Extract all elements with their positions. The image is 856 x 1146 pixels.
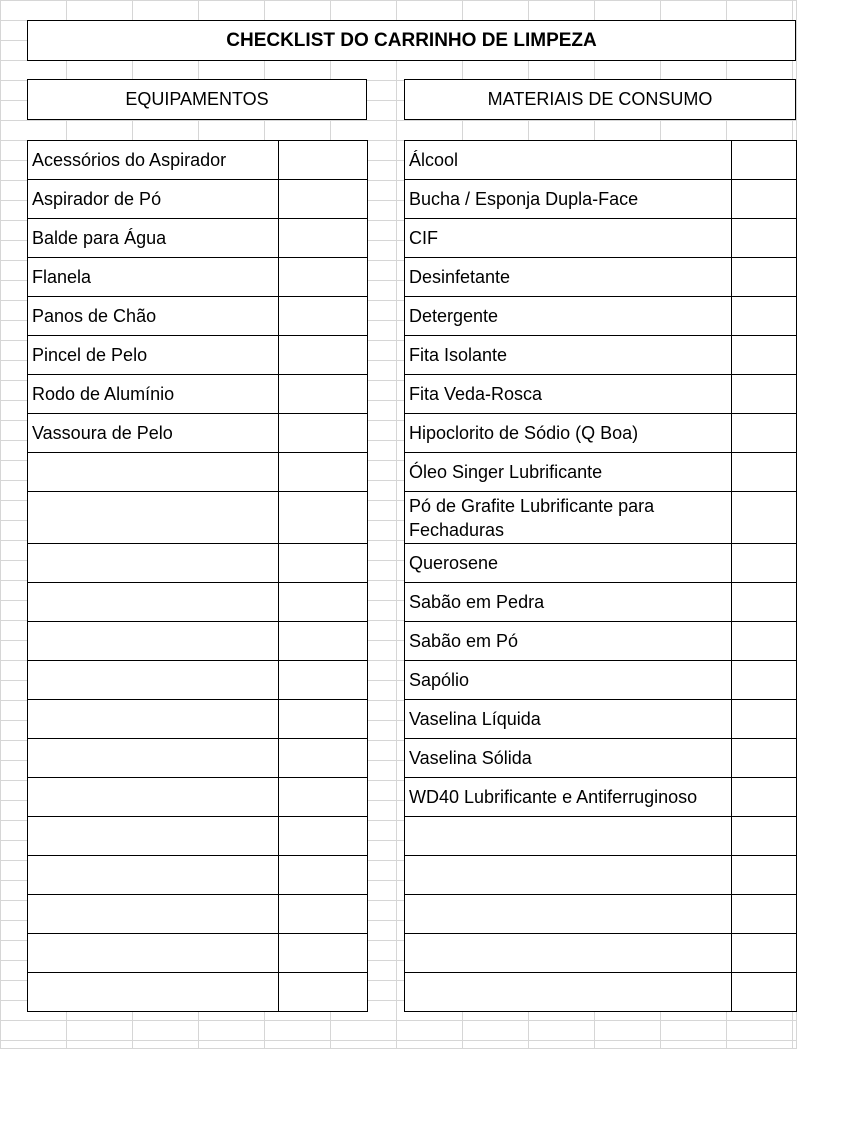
materiais-row <box>405 297 797 336</box>
materiais-item-cell[interactable]: Bucha / Esponja Dupla-Face <box>405 180 732 219</box>
materiais-item-cell[interactable]: Hipoclorito de Sódio (Q Boa) <box>405 414 732 453</box>
equipamentos-row <box>28 583 368 622</box>
equipamentos-item-cell[interactable]: Acessórios do Aspirador <box>28 141 279 180</box>
materiais-item-cell[interactable] <box>405 934 732 973</box>
materiais-check-cell[interactable] <box>732 180 797 219</box>
equipamentos-check-cell[interactable] <box>279 817 368 856</box>
equipamentos-item-cell[interactable] <box>28 453 279 492</box>
materiais-row <box>405 700 797 739</box>
materiais-row <box>405 622 797 661</box>
materiais-item-cell[interactable]: Álcool <box>405 141 732 180</box>
equipamentos-item-cell[interactable] <box>28 583 279 622</box>
equipamentos-item-cell[interactable] <box>28 973 279 1012</box>
equipamentos-check-cell[interactable] <box>279 700 368 739</box>
equipamentos-check-cell[interactable] <box>279 219 368 258</box>
materiais-item-cell[interactable]: Óleo Singer Lubrificante <box>405 453 732 492</box>
materiais-check-cell[interactable] <box>732 739 797 778</box>
equipamentos-item-cell[interactable] <box>28 661 279 700</box>
materiais-item-cell[interactable]: Fita Isolante <box>405 336 732 375</box>
materiais-check-cell[interactable] <box>732 622 797 661</box>
materiais-check-cell[interactable] <box>732 544 797 583</box>
equipamentos-check-cell[interactable] <box>279 895 368 934</box>
materiais-item-cell[interactable]: CIF <box>405 219 732 258</box>
materiais-row <box>405 895 797 934</box>
equipamentos-item-cell[interactable] <box>28 856 279 895</box>
equipamentos-item-cell[interactable]: Pincel de Pelo <box>28 336 279 375</box>
materiais-check-cell[interactable] <box>732 895 797 934</box>
materiais-row <box>405 661 797 700</box>
equipamentos-check-cell[interactable] <box>279 492 368 544</box>
materiais-row <box>405 180 797 219</box>
materiais-row <box>405 375 797 414</box>
equipamentos-check-cell[interactable] <box>279 934 368 973</box>
materiais-check-cell[interactable] <box>732 856 797 895</box>
materiais-check-cell[interactable] <box>732 414 797 453</box>
materiais-row <box>405 219 797 258</box>
equipamentos-check-cell[interactable] <box>279 583 368 622</box>
materiais-item-cell[interactable]: Sabão em Pedra <box>405 583 732 622</box>
materiais-row <box>405 739 797 778</box>
equipamentos-row <box>28 219 368 258</box>
equipamentos-row <box>28 453 368 492</box>
materiais-item-cell[interactable]: Vaselina Líquida <box>405 700 732 739</box>
materiais-item-cell[interactable]: WD40 Lubrificante e Antiferruginoso <box>405 778 732 817</box>
materiais-item-cell[interactable]: Querosene <box>405 544 732 583</box>
equipamentos-item-cell[interactable]: Balde para Água <box>28 219 279 258</box>
materiais-check-cell[interactable] <box>732 258 797 297</box>
materiais-row <box>405 141 797 180</box>
equipamentos-table <box>27 140 368 1012</box>
materiais-row <box>405 544 797 583</box>
equipamentos-check-cell[interactable] <box>279 180 368 219</box>
equipamentos-row <box>28 973 368 1012</box>
materiais-check-cell[interactable] <box>732 661 797 700</box>
equipamentos-row <box>28 817 368 856</box>
materiais-item-cell[interactable]: Desinfetante <box>405 258 732 297</box>
materiais-row <box>405 973 797 1012</box>
materiais-item-cell[interactable]: Detergente <box>405 297 732 336</box>
equipamentos-item-cell[interactable]: Flanela <box>28 258 279 297</box>
materiais-item-cell[interactable] <box>405 973 732 1012</box>
equipamentos-item-cell[interactable] <box>28 739 279 778</box>
materiais-check-cell[interactable] <box>732 700 797 739</box>
materiais-row <box>405 453 797 492</box>
equipamentos-item-cell[interactable]: Panos de Chão <box>28 297 279 336</box>
page-title: CHECKLIST DO CARRINHO DE LIMPEZA <box>27 20 796 61</box>
materiais-check-cell[interactable] <box>732 219 797 258</box>
equipamentos-item-cell[interactable] <box>28 544 279 583</box>
equipamentos-row <box>28 895 368 934</box>
equipamentos-row <box>28 492 368 544</box>
materiais-item-cell[interactable] <box>405 856 732 895</box>
materiais-check-cell[interactable] <box>732 141 797 180</box>
equipamentos-check-cell[interactable] <box>279 973 368 1012</box>
materiais-check-cell[interactable] <box>732 492 797 544</box>
equipamentos-row <box>28 622 368 661</box>
equipamentos-item-cell[interactable] <box>28 778 279 817</box>
equipamentos-row <box>28 141 368 180</box>
equipamentos-item-cell[interactable] <box>28 492 279 544</box>
equipamentos-row <box>28 414 368 453</box>
materiais-row <box>405 414 797 453</box>
materiais-row <box>405 492 797 544</box>
materiais-check-cell[interactable] <box>732 336 797 375</box>
equipamentos-item-cell[interactable] <box>28 895 279 934</box>
materiais-header: MATERIAIS DE CONSUMO <box>404 79 796 120</box>
materiais-item-cell[interactable]: Sapólio <box>405 661 732 700</box>
equipamentos-row <box>28 258 368 297</box>
equipamentos-check-cell[interactable] <box>279 141 368 180</box>
equipamentos-row <box>28 778 368 817</box>
materiais-row <box>405 336 797 375</box>
materiais-item-cell[interactable]: Vaselina Sólida <box>405 739 732 778</box>
equipamentos-row <box>28 180 368 219</box>
equipamentos-check-cell[interactable] <box>279 544 368 583</box>
equipamentos-check-cell[interactable] <box>279 622 368 661</box>
materiais-item-cell[interactable]: Sabão em Pó <box>405 622 732 661</box>
equipamentos-item-cell[interactable]: Rodo de Alumínio <box>28 375 279 414</box>
equipamentos-check-cell[interactable] <box>279 336 368 375</box>
equipamentos-item-cell[interactable] <box>28 817 279 856</box>
equipamentos-item-cell[interactable]: Vassoura de Pelo <box>28 414 279 453</box>
materiais-check-cell[interactable] <box>732 583 797 622</box>
materiais-check-cell[interactable] <box>732 375 797 414</box>
equipamentos-row <box>28 700 368 739</box>
materiais-row <box>405 778 797 817</box>
equipamentos-row <box>28 739 368 778</box>
materiais-row <box>405 856 797 895</box>
equipamentos-check-cell[interactable] <box>279 739 368 778</box>
equipamentos-row <box>28 934 368 973</box>
materiais-row <box>405 258 797 297</box>
materiais-check-cell[interactable] <box>732 934 797 973</box>
equipamentos-item-cell[interactable] <box>28 934 279 973</box>
materiais-check-cell[interactable] <box>732 297 797 336</box>
equipamentos-check-cell[interactable] <box>279 453 368 492</box>
materiais-row <box>405 817 797 856</box>
equipamentos-row <box>28 297 368 336</box>
equipamentos-row <box>28 544 368 583</box>
equipamentos-item-cell[interactable] <box>28 622 279 661</box>
materiais-table <box>404 140 797 1012</box>
materiais-item-cell[interactable] <box>405 895 732 934</box>
materiais-item-cell[interactable]: Pó de Grafite Lubrificante para Fechaduras <box>405 492 732 544</box>
equipamentos-check-cell[interactable] <box>279 414 368 453</box>
equipamentos-row <box>28 661 368 700</box>
materiais-row <box>405 583 797 622</box>
equipamentos-row <box>28 336 368 375</box>
equipamentos-check-cell[interactable] <box>279 297 368 336</box>
materiais-item-cell[interactable]: Fita Veda-Rosca <box>405 375 732 414</box>
materiais-check-cell[interactable] <box>732 817 797 856</box>
equipamentos-check-cell[interactable] <box>279 375 368 414</box>
equipamentos-check-cell[interactable] <box>279 661 368 700</box>
materiais-check-cell[interactable] <box>732 453 797 492</box>
equipamentos-row <box>28 856 368 895</box>
equipamentos-header: EQUIPAMENTOS <box>27 79 367 120</box>
equipamentos-item-cell[interactable]: Aspirador de Pó <box>28 180 279 219</box>
equipamentos-check-cell[interactable] <box>279 258 368 297</box>
equipamentos-check-cell[interactable] <box>279 856 368 895</box>
equipamentos-row <box>28 375 368 414</box>
materiais-check-cell[interactable] <box>732 973 797 1012</box>
equipamentos-check-cell[interactable] <box>279 778 368 817</box>
materiais-check-cell[interactable] <box>732 778 797 817</box>
materiais-item-cell[interactable] <box>405 817 732 856</box>
equipamentos-item-cell[interactable] <box>28 700 279 739</box>
materiais-row <box>405 934 797 973</box>
